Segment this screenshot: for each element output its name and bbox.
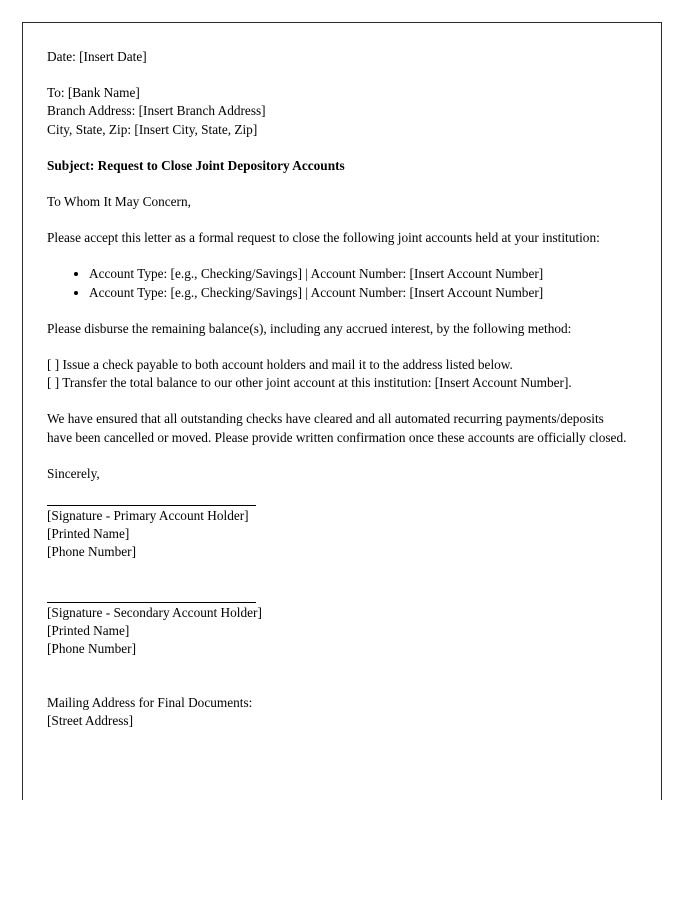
letter-body [47,48,627,749]
signature-label: [Signature - Secondary Account Holder] [47,604,262,620]
subject-line: Subject: Request to Close Joint Depository Accounts [47,157,345,173]
signature-block-secondary [47,602,627,659]
mailing-address-heading: Mailing Address for Final Documents: [47,695,253,711]
recipient-line-city-state-zip: City, State, Zip: [Insert City, State, Zip] [47,121,258,137]
checkbox-option-transfer-balance[interactable]: [ ] Transfer the total balance to our other joint account at this institution: [Insert Account Number]. [47,375,572,391]
mailing-address-block [47,694,627,730]
salutation: To Whom It May Concern, [47,194,191,210]
checkbox-option-issue-check[interactable]: [ ] Issue a check payable to both account holders and mail it to the address listed below. [47,357,513,373]
recipient-line-bank: To: [Bank Name] [47,85,140,101]
signature-label: [Signature - Primary Account Holder] [47,508,249,524]
date-line: Date: [Insert Date] [47,49,147,64]
closing-line: Sincerely, [47,465,100,481]
document-page [22,22,662,800]
intro-paragraph: Please accept this letter as a formal request to close the following joint accounts held at your institution: [47,230,600,246]
disbursement-options-block [47,356,627,392]
mailing-spacer [47,676,627,694]
disbursement-paragraph: Please disburse the remaining balance(s), including any accrued interest, by the following method: [47,320,572,336]
account-list [47,265,627,301]
signature-spacer [47,580,627,602]
phone-number-label: [Phone Number] [47,641,136,657]
signature-rule [47,505,256,506]
recipient-address-block [47,84,627,139]
list-item: • Account Type: [e.g., Checking/Savings] | Account Number: [Insert Account Number] [89,284,627,302]
mailing-street-address: [Street Address] [47,713,134,729]
list-item: • Account Type: [e.g., Checking/Savings] | Account Number: [Insert Account Number] [89,265,627,283]
phone-number-label: [Phone Number] [47,544,136,560]
printed-name-label: [Printed Name] [47,526,130,542]
assurance-paragraph: We have ensured that all outstanding checks have cleared and all automated recurring payments/deposits have been cancelled or moved. Please provide written confirmation once these accounts are officially closed. [47,411,627,445]
signature-block-primary [47,505,627,562]
signature-rule [47,602,256,603]
recipient-line-branch-address: Branch Address: [Insert Branch Address] [47,103,266,119]
printed-name-label: [Printed Name] [47,622,130,638]
